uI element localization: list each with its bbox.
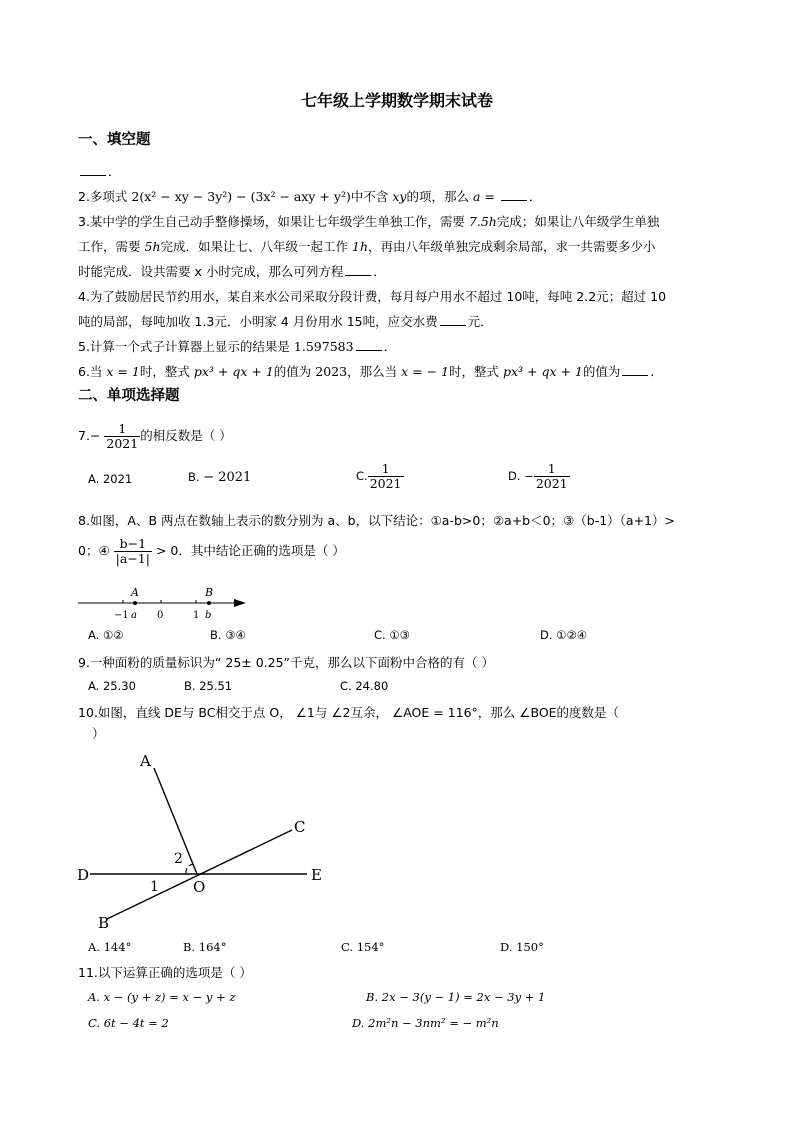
q4-line-1: 4.为了鼓励居民节约用水，某自来水公司采取分段计费，每月每户用水不超过 10吨，每吨 2.2元；超过 10 [78,289,667,304]
question-9: 9.一种面粉的质量标识为“ 25± 0.25”千克，那么以下面粉中合格的有（ ） [78,655,495,670]
q3-line-1: 3.某中学的学生自己动手整修操场，如果让七年级学生单独工作，需要 7.5h完成；如果让八年级学生单独 [78,214,660,229]
point-a [133,601,137,605]
q2-a-eq: a = [472,189,495,204]
q2-text2: 的项，那么 [406,189,469,204]
q4-line-2: 吨的局部，每吨加收 1.3元．小明家 4 月份用水 15吨，应交水费 元． [78,314,493,329]
q2-expression: 2(x² − xy − 3y²) − (3x² − axy + y²) [131,189,351,204]
q10-option-d: D. 150° [500,940,544,954]
section-heading-fill-blank: 一、填空题 [78,132,151,148]
angle-2-arc [189,864,193,866]
question-2 [78,184,541,209]
point-label-O: O [193,878,206,896]
q11-option-a: A. x − (y + z) = x − y + z [88,990,236,1004]
q7-option-b: B. − 2021 [188,470,252,485]
q11-option-c: C. 6t − 4t = 2 [88,1016,169,1030]
q8-line-1: 8.如图，A、B 两点在数轴上表示的数分别为 a、b，以下结论：①a-b>0；②a+b＜0；③（b-1）（a+1）> [78,513,675,528]
tick-neg1: −1 [114,610,129,621]
q10-line-2: ） [92,726,105,741]
label-B: B [205,586,214,599]
q11-option-b: B. 2x − 3(y − 1) = 2x − 3y + 1 [366,990,546,1004]
q3-line-2: 工作，需要 5h完成．如果让七、八年级一起工作 1h，再由八年级单独完成剩余局部，求一共需要多少小 [78,239,656,254]
page-title: 七年级上学期数学期末试卷 [300,91,493,110]
q9-option-b: B. 25.51 [184,679,233,693]
question-11: 11.以下运算正确的选项是（ ） [78,965,252,980]
answer-blank [345,263,371,276]
number-line-arrow [234,599,246,607]
point-label-E: E [311,866,322,884]
q2-prefix: 2.多项式 [78,189,128,204]
angle-label-1: 1 [150,879,159,895]
angle-1-arc [186,868,187,874]
question-6: 6.当 x = 1时，整式 px³ + qx + 1的值为 2023，那么当 x = − 1时，整式 px³ + qx + 1的值为 ． [78,364,663,379]
number-line-figure [76,584,256,624]
tick-a: a [131,610,137,621]
q11-option-d: D. 2m²n − 3nm² = − m²n [352,1016,499,1030]
q8-option-a: A. ①② [88,628,124,642]
q8-option-b: B. ③④ [210,628,246,642]
q2-text: 中不含 [350,189,389,204]
question-5: 5.计算一个式子计算器上显示的结果是 1.597583 ． [78,339,397,354]
point-label-B: B [98,914,110,932]
q8-option-d: D. ①②④ [540,628,588,642]
q7-option-d: D. − $\frac{1}{2021}$ [508,461,568,491]
q10-option-a: A. 144° [88,940,132,954]
point-label-C: C [294,818,306,836]
q1-tail: ． [108,164,121,179]
q8-option-c: C. ①③ [374,628,410,642]
q9-option-a: A. 25.30 [88,679,136,693]
tick-1: 1 [193,610,200,621]
point-label-A: A [140,752,151,770]
tick-0: 0 [157,610,164,621]
answer-blank [80,163,106,176]
section-heading-single-choice: 二、单项选择题 [78,388,180,404]
label-A: A [131,586,139,599]
question-4 [78,284,666,334]
answer-blank [501,188,527,201]
q10-option-b: B. 164° [183,940,227,954]
q3-line-3: 时能完成．设共需要 x 小时完成，那么可列方程 ． [78,264,386,279]
point-label-D: D [77,866,90,884]
q7-option-a: A. 2021 [88,472,133,486]
answer-blank [356,338,382,351]
q2-end: ． [528,189,542,204]
q9-option-c: C. 24.80 [340,679,389,693]
q2-xy: xy [392,189,407,204]
angle-label-2: 2 [174,851,183,867]
q10-option-c: C. 154° [341,940,385,954]
tick-b: b [205,610,212,621]
question-3 [78,209,659,284]
question-8 [78,508,675,566]
answer-blank [622,363,648,376]
answer-blank [440,313,466,326]
question-10 [78,700,619,743]
q7-fraction: $\frac{1}{2021}$ [106,421,139,451]
question-7: 7.− $\frac{1}{2021}$ 的相反数是（ ） [78,421,232,451]
point-b [207,601,211,605]
question-1-remnant [78,159,121,184]
geometry-figure [70,748,340,938]
q8-line-2: 0；④ $\frac{b-1}{|a-1|}$ > 0．其中结论正确的选项是（ ） [78,536,345,566]
q5-value: 1.597583 [293,339,354,354]
q10-line-1: 10.如图，直线 DE与 BC相交于点 O， ∠1与 ∠2互余， ∠AOE = 116°，那么 ∠BOE的度数是（ [78,705,620,720]
q7-option-c: C. $\frac{1}{2021}$ [356,461,402,491]
